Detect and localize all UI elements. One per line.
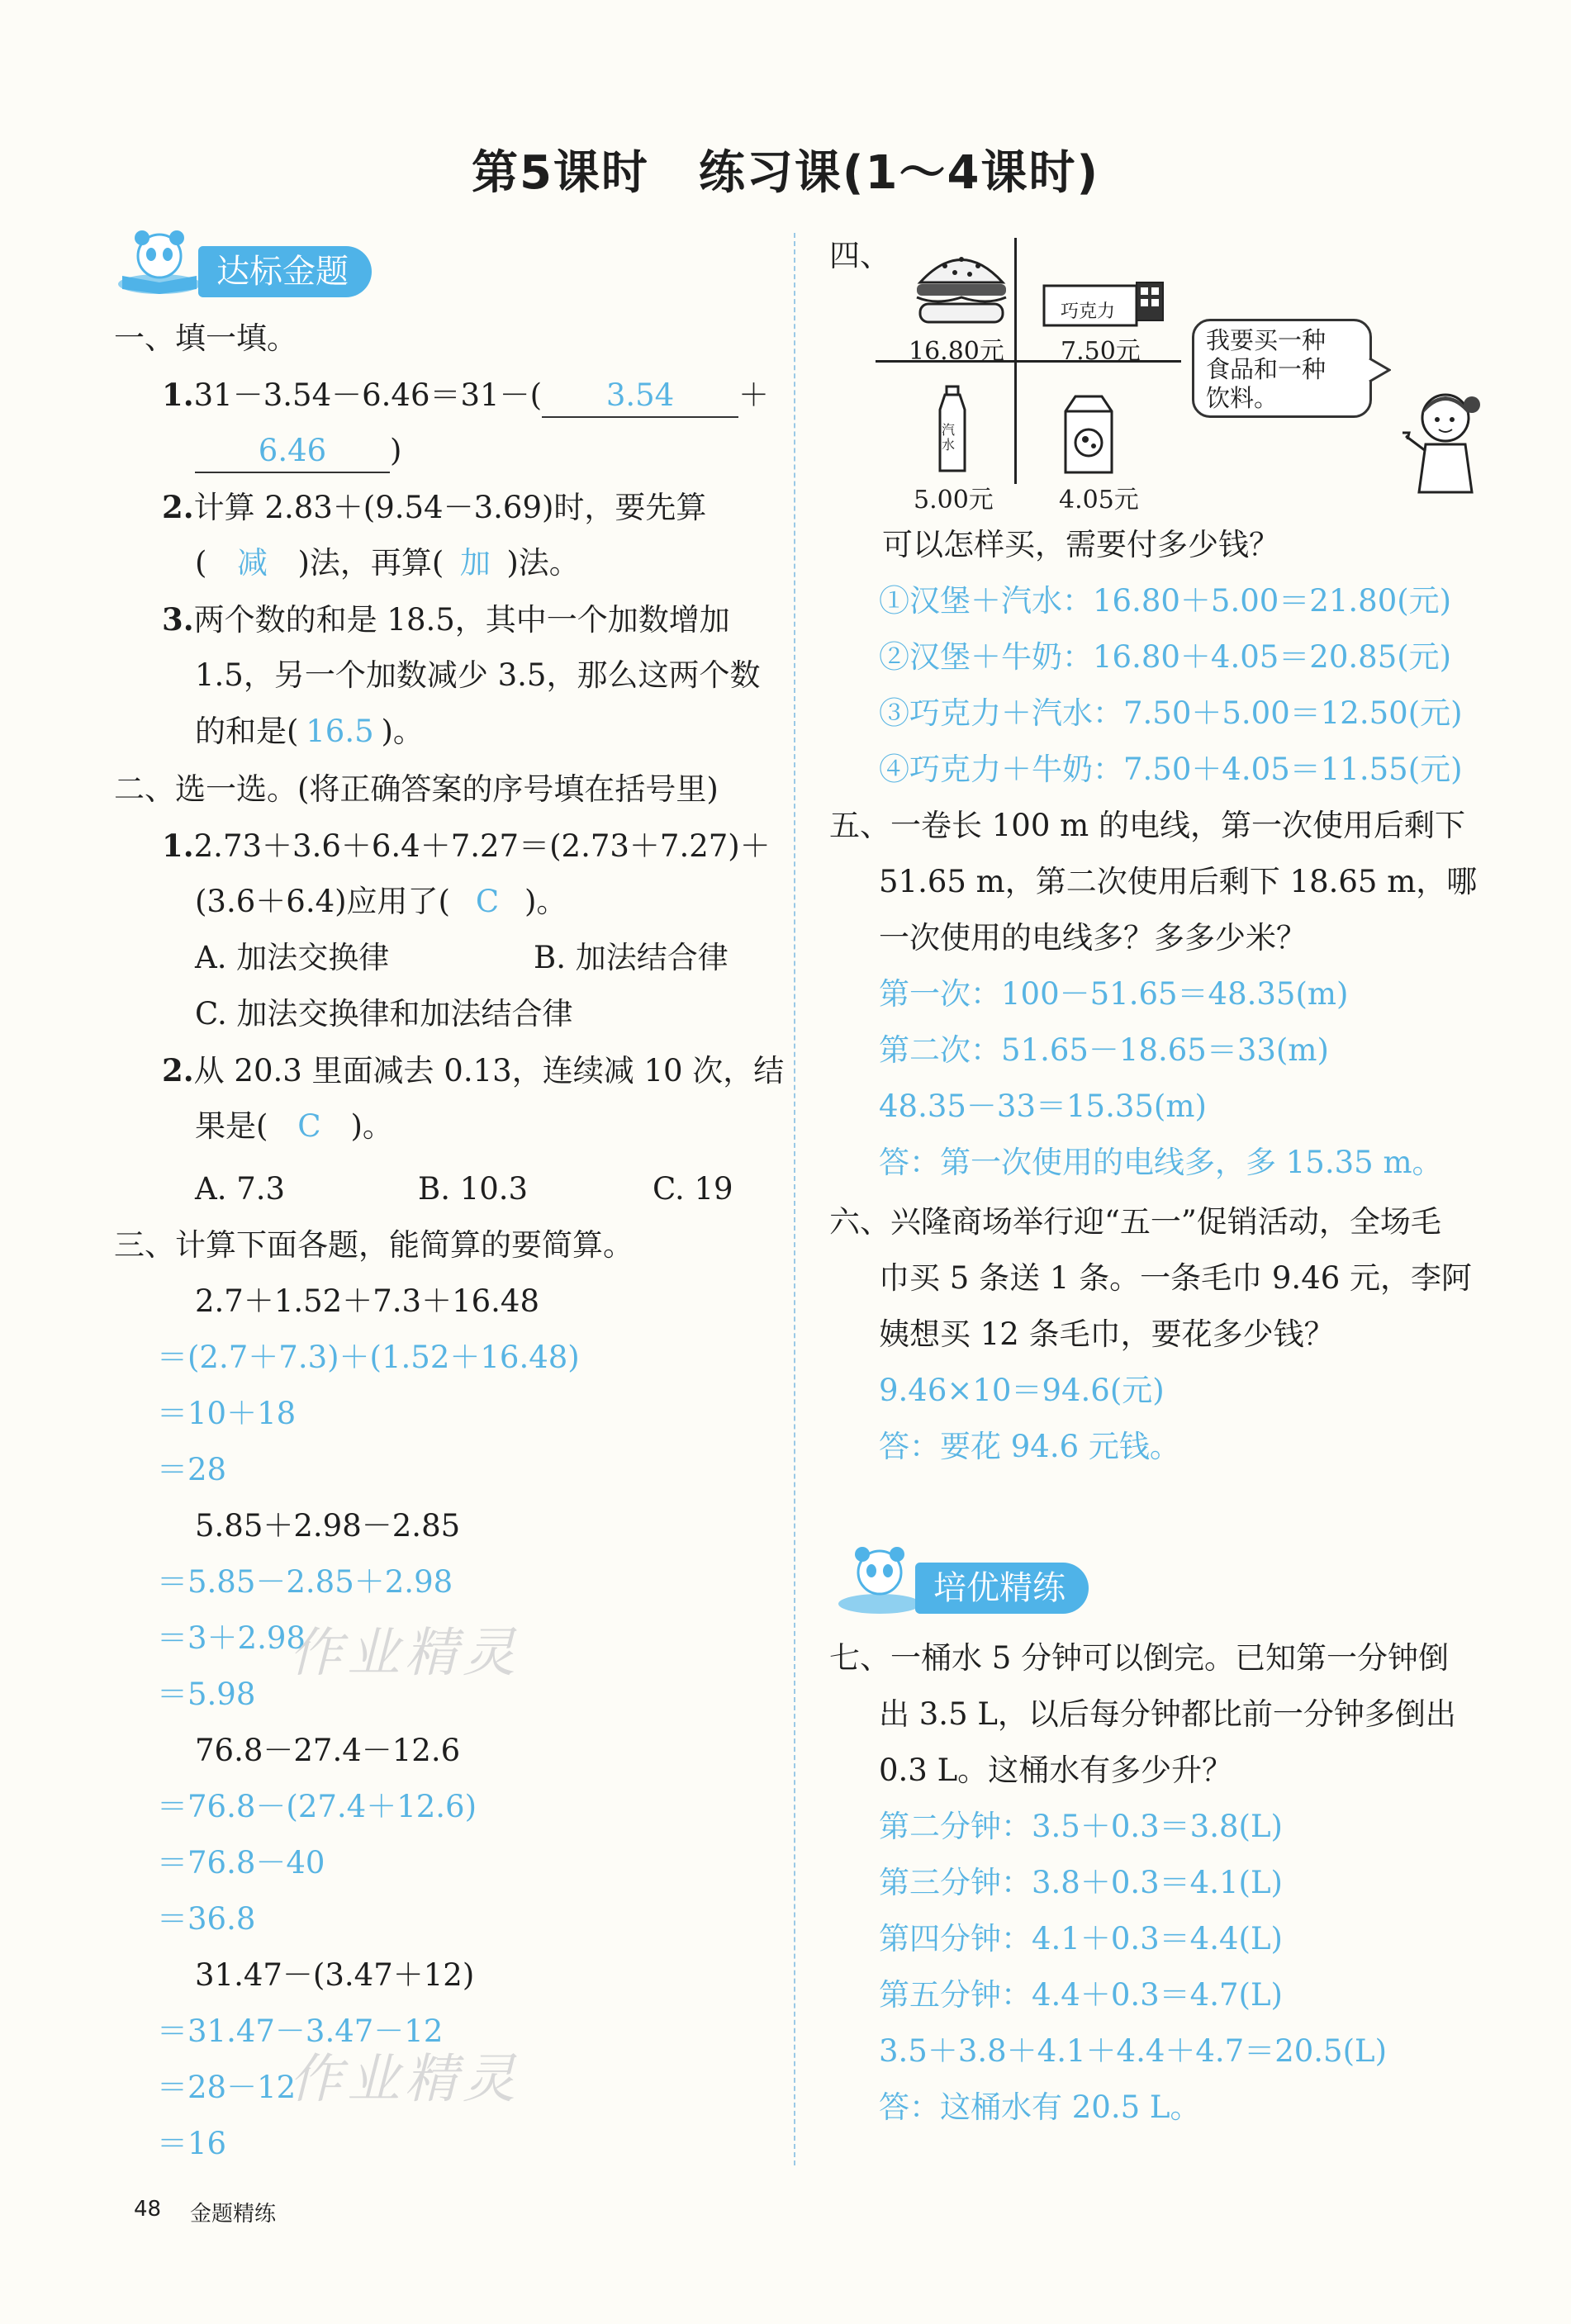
q7-line: 七、一桶水 5 分钟可以倒完。已知第一分钟倒 xyxy=(829,1640,1450,1676)
calc3-step: ＝36.8 xyxy=(157,1901,256,1937)
watermark: 作业精灵 xyxy=(289,1623,520,1684)
q5-line: 五、一卷长 100 m 的电线，第一次使用后剩下 xyxy=(829,808,1465,843)
speech-bubble: 我要买一种 食品和一种 饮料。 xyxy=(1192,319,1372,418)
calc2-step: ＝5.98 xyxy=(157,1677,256,1712)
price-burger: 16.80元 xyxy=(909,337,1004,366)
calc3-expression: 76.8－27.4－12.6 xyxy=(195,1733,461,1768)
q2-item1-option-b: B. 加法结合律 xyxy=(534,940,729,975)
section-banner-standard: 达标金题 xyxy=(198,246,372,297)
q5-answer: 48.35－33＝15.35(m) xyxy=(879,1088,1207,1124)
q5-answer: 第一次：100－51.65＝48.35(m) xyxy=(879,976,1349,1012)
q7-line: 0.3 L。这桶水有多少升？ xyxy=(879,1752,1233,1788)
q1-item3-line3: 的和是( 16.5 )。 xyxy=(195,704,424,760)
calc3-step: ＝76.8－40 xyxy=(157,1845,325,1881)
soda-label: 汽水 xyxy=(942,422,956,453)
q2-item2-line1: 2.从 20.3 里面减去 0.13，连续减 10 次，结 xyxy=(162,1052,785,1088)
q4-answer: ①汉堡＋汽水：16.80＋5.00＝21.80(元) xyxy=(879,583,1452,619)
q1-item1-line2: 6.46 ) xyxy=(195,423,401,479)
milk-carton-icon xyxy=(1056,395,1122,476)
book-name: 金题精练 xyxy=(190,2202,277,2227)
page-title: 第5课时 练习课(1～4课时) xyxy=(471,146,1100,200)
q7-answer: 第四分钟：4.1＋0.3＝4.4(L) xyxy=(879,1921,1283,1956)
q4-answer: ②汉堡＋牛奶：16.80＋4.05＝20.85(元) xyxy=(879,639,1452,675)
price-soda: 5.00元 xyxy=(914,486,994,515)
q7-answer: 第二分钟：3.5＋0.3＝3.8(L) xyxy=(879,1809,1283,1844)
answer-blank[interactable]: 16.5 xyxy=(306,714,374,749)
q2-item2-option-b: B. 10.3 xyxy=(418,1171,529,1207)
bubble-tail-icon xyxy=(1368,355,1391,385)
calc4-step: ＝31.47－3.47－12 xyxy=(157,2013,444,2049)
q2-item2-option-a: A. 7.3 xyxy=(195,1171,286,1207)
q4-answer: ④巧克力＋牛奶：7.50＋4.05＝11.55(元) xyxy=(879,752,1463,787)
q5-answer: 答：第一次使用的电线多，多 15.35 m。 xyxy=(879,1145,1443,1180)
q7-answer: 3.5＋3.8＋4.1＋4.4＋4.7＝20.5(L) xyxy=(879,2033,1388,2069)
answer-blank[interactable]: 6.46 xyxy=(195,430,390,473)
calc1-expression: 2.7＋1.52＋7.3＋16.48 xyxy=(195,1283,539,1319)
q5-answer: 第二次：51.65－18.65＝33(m) xyxy=(879,1032,1329,1068)
q7-answer: 第三分钟：3.8＋0.3＝4.1(L) xyxy=(879,1865,1283,1900)
girl-character-icon xyxy=(1398,387,1488,494)
q1-heading: 一、填一填。 xyxy=(114,320,297,356)
q7-answer: 第五分钟：4.4＋0.3＝4.7(L) xyxy=(879,1977,1283,2013)
q1-item2-line1: 2.计算 2.83＋(9.54－3.69)时，要先算 xyxy=(162,489,707,525)
q6-answer: 9.46×10＝94.6(元) xyxy=(879,1373,1165,1408)
price-chocolate: 7.50元 xyxy=(1061,337,1141,366)
q1-item3-line2: 1.5，另一个加数减少 3.5，那么这两个数 xyxy=(195,657,761,693)
q6-answer: 答：要花 94.6 元钱。 xyxy=(879,1429,1180,1464)
watermark: 作业精灵 xyxy=(289,2049,520,2110)
q4-heading: 四、 xyxy=(829,238,890,273)
column-divider xyxy=(794,233,795,2165)
calc2-step: ＝3＋2.98 xyxy=(157,1620,306,1656)
q6-line: 巾买 5 条送 1 条。一条毛巾 9.46 元，李阿 xyxy=(879,1260,1473,1296)
calc1-step: ＝(2.7＋7.3)＋(1.52＋16.48) xyxy=(157,1340,580,1375)
q7-line: 出 3.5 L，以后每分钟都比前一分钟多倒出 xyxy=(879,1696,1456,1732)
panda-mascot-icon xyxy=(834,1541,925,1615)
q2-item1-option-a: A. 加法交换律 xyxy=(195,940,390,975)
price-milk: 4.05元 xyxy=(1059,486,1139,515)
q1-item2-line2: ( 减 )法，再算( 加 )法。 xyxy=(195,535,580,591)
answer-blank[interactable]: 3.54 xyxy=(542,375,738,418)
q6-line: 姨想买 12 条毛巾，要花多少钱？ xyxy=(879,1316,1335,1352)
q7-answer: 答：这桶水有 20.5 L。 xyxy=(879,2089,1201,2125)
q2-item1-line1: 1.2.73＋3.6＋6.4＋7.27＝(2.73＋7.27)＋ xyxy=(162,828,771,864)
calc1-step: ＝10＋18 xyxy=(157,1396,297,1431)
calc4-step: ＝28－12 xyxy=(157,2070,297,2105)
q2-item2-line2: 果是( C )。 xyxy=(195,1098,393,1155)
q5-line: 51.65 m，第二次使用后剩下 18.65 m，哪 xyxy=(879,864,1478,899)
answer-blank[interactable]: C xyxy=(475,884,500,919)
q5-line: 一次使用的电线多？多多少米？ xyxy=(879,920,1307,956)
calc1-step: ＝28 xyxy=(157,1452,227,1487)
q2-item1-option-c: C. 加法交换律和加法结合律 xyxy=(195,996,573,1032)
chocolate-label: 巧克力 xyxy=(1061,301,1116,322)
panda-book-icon xyxy=(114,230,205,296)
q2-heading: 二、选一选。(将正确答案的序号填在括号里) xyxy=(114,771,719,807)
q1-item3-line1: 3.两个数的和是 18.5，其中一个加数增加 xyxy=(162,601,730,638)
q4-question: 可以怎样买，需要付多少钱？ xyxy=(882,527,1279,562)
q2-item1-line2: (3.6＋6.4)应用了( C )。 xyxy=(195,874,567,930)
answer-blank[interactable]: 加 xyxy=(459,545,491,581)
calc4-step: ＝16 xyxy=(157,2126,227,2161)
q6-line: 六、兴隆商场举行迎“五一”促销活动，全场毛 xyxy=(829,1204,1441,1240)
burger-icon xyxy=(912,241,1011,332)
calc4-expression: 31.47－(3.47＋12) xyxy=(195,1957,475,1993)
section-banner-advanced: 培优精练 xyxy=(915,1563,1089,1614)
calc2-step: ＝5.85－2.85＋2.98 xyxy=(157,1564,453,1600)
page-number: 48 xyxy=(134,2197,162,2222)
answer-blank[interactable]: 减 xyxy=(236,545,268,581)
q4-answer: ③巧克力＋汽水：7.50＋5.00＝12.50(元) xyxy=(879,695,1463,731)
q1-item1-line1: 1.31－3.54－6.46＝31－( 3.54 ＋ xyxy=(162,367,769,423)
calc2-expression: 5.85＋2.98－2.85 xyxy=(195,1508,461,1544)
q3-heading: 三、计算下面各题，能简算的要简算。 xyxy=(114,1227,634,1263)
q2-item2-option-c: C. 19 xyxy=(653,1171,733,1207)
calc3-step: ＝76.8－(27.4＋12.6) xyxy=(157,1789,477,1824)
answer-blank[interactable]: C xyxy=(297,1108,321,1144)
